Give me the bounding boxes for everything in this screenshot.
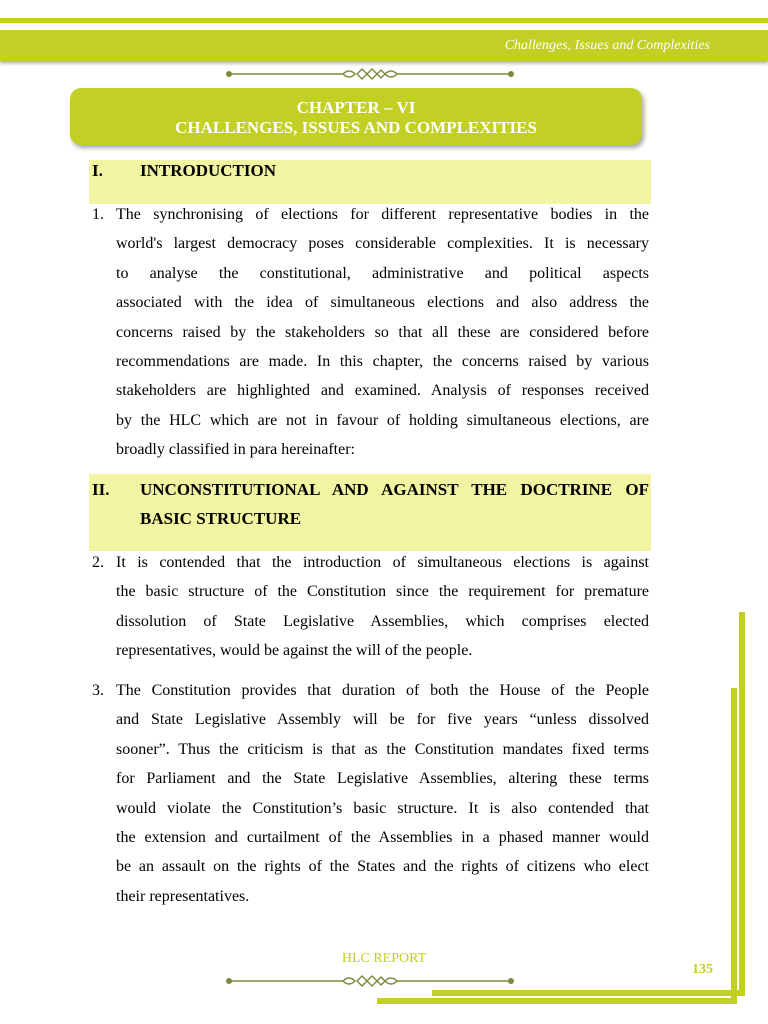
section-title-line: UNCONSTITUTIONAL AND AGAINST THE DOCTRINE OF <box>140 480 649 499</box>
paragraph-line: would violate the Constitution’s basic structure. It is also contended that <box>116 799 649 817</box>
paragraph-line: world's largest democracy poses considerable complexities. It is necessary <box>116 235 649 253</box>
chapter-title-box <box>70 88 642 145</box>
section-heading <box>89 474 651 551</box>
paragraph-line: and State Legislative Assembly will be for five years “unless dissolved <box>116 711 649 729</box>
section-title: INTRODUCTION <box>140 161 277 180</box>
paragraph-line: sooner”. Thus the criticism is that as the Constitution mandates fixed terms <box>116 740 649 758</box>
paragraph-line: broadly classified in para hereinafter: <box>116 441 355 459</box>
paragraph-line: by the HLC which are not in favour of holding simultaneous elections, are <box>116 411 649 429</box>
running-head: Challenges, Issues and Complexities <box>504 38 710 53</box>
top-ornament <box>225 67 515 81</box>
paragraph-line: the basic structure of the Constitution since the requirement for premature <box>116 583 649 601</box>
frame-line-outer-vertical <box>739 612 745 990</box>
paragraph-line: associated with the idea of simultaneous elections and also address the <box>116 294 649 312</box>
paragraph-line: for Parliament and the State Legislative Assemblies, altering these terms <box>116 770 649 788</box>
paragraph-line: to analyse the constitutional, administrative and political aspects <box>116 264 649 282</box>
paragraph-line: their representatives. <box>116 887 250 905</box>
paragraph-number: 3. <box>92 682 104 699</box>
frame-line-inner-vertical <box>731 688 737 998</box>
section-numeral: I. <box>92 161 103 180</box>
paragraph-line: the extension and curtailment of the Assemblies in a phased manner would <box>116 829 649 847</box>
footer-title: HLC REPORT <box>341 951 427 966</box>
page-number: 135 <box>692 962 713 977</box>
paragraph-line: The synchronising of elections for different representative bodies in the <box>116 206 649 223</box>
paragraph-line: The Constitution provides that duration of both the House of the People <box>116 682 649 699</box>
paragraph-line: recommendations are made. In this chapter, the concerns raised by various <box>116 353 649 371</box>
section-numeral: II. <box>92 480 110 499</box>
frame-line-inner-horizontal <box>377 998 737 1004</box>
frame-line-outer-horizontal <box>432 990 745 996</box>
bottom-ornament <box>225 974 515 988</box>
section-title-line: BASIC STRUCTURE <box>140 509 302 528</box>
chapter-title: CHALLENGES, ISSUES AND COMPLEXITIES <box>175 118 537 137</box>
paragraph-line: It is contended that the introduction of simultaneous elections is against <box>116 554 649 571</box>
paragraph-line: representatives, would be against the will of the people. <box>116 642 473 660</box>
header-banner <box>0 30 768 62</box>
paragraph-line: dissolution of State Legislative Assemblies, which comprises elected <box>116 612 649 630</box>
paragraph-number: 1. <box>92 206 104 223</box>
top-rule <box>0 18 768 23</box>
section-heading <box>89 160 651 204</box>
paragraph-number: 2. <box>92 554 104 571</box>
chapter-number: CHAPTER – VI <box>296 98 416 117</box>
paragraph-line: concerns raised by the stakeholders so that all these are considered before <box>116 323 649 341</box>
paragraph-line: stakeholders are highlighted and examined. Analysis of responses received <box>116 382 649 400</box>
paragraph-line: be an assault on the rights of the States and the rights of citizens who elect <box>116 858 649 876</box>
